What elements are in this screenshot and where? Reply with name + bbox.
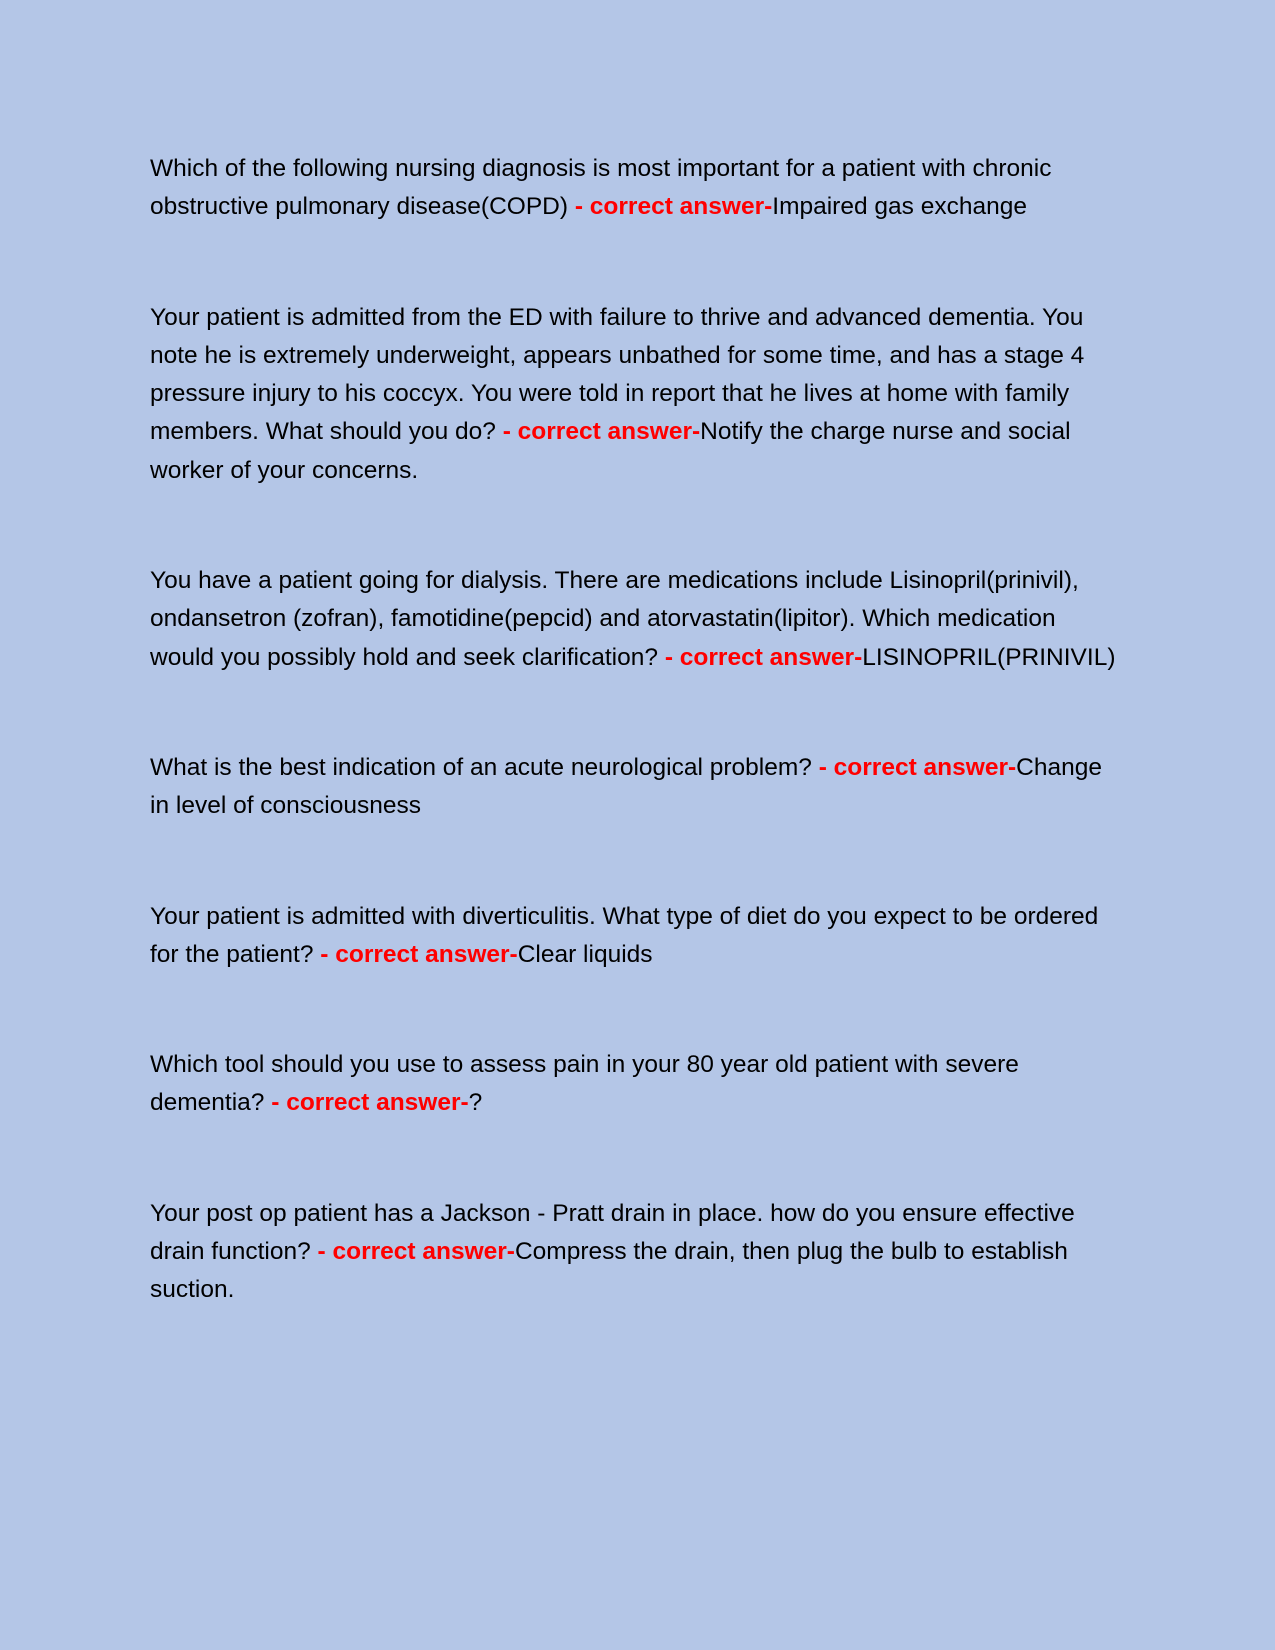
correct-answer-marker: - correct answer- xyxy=(574,193,773,221)
correct-answer-marker: - correct answer- xyxy=(502,418,701,446)
answer-text: LISINOPRIL(PRINIVIL) xyxy=(862,643,1116,671)
qa-item-7 xyxy=(150,1195,1125,1310)
correct-answer-marker: - correct answer- xyxy=(818,753,1017,781)
correct-answer-marker: - correct answer- xyxy=(320,940,518,968)
answer-text: Compress the drain, then plug the bulb to establish suction. xyxy=(150,1238,1068,1304)
answer-text: ? xyxy=(468,1089,483,1117)
qa-item-6 xyxy=(150,1046,1125,1123)
correct-answer-marker: - correct answer- xyxy=(271,1089,469,1117)
question-text: Which of the following nursing diagnosis is most important for a patient with chronic obstructive pulmonary disease(COPD) xyxy=(150,155,1052,221)
qa-item-4 xyxy=(150,749,1125,826)
correct-answer-marker: - correct answer- xyxy=(317,1238,515,1266)
answer-text: Notify the charge nurse and social worker of your concerns. xyxy=(150,418,1071,484)
qa-item-1 xyxy=(150,150,1125,227)
qa-item-2 xyxy=(150,299,1125,490)
answer-text: Change in level of consciousness xyxy=(150,753,1102,820)
qa-item-5 xyxy=(150,898,1125,975)
question-text: Your patient is admitted with diverticulitis. What type of diet do you expect to be ordered for the patient? xyxy=(150,902,1099,968)
answer-text: Impaired gas exchange xyxy=(772,193,1027,221)
correct-answer-marker: - correct answer- xyxy=(664,643,863,671)
qa-item-3 xyxy=(150,562,1125,677)
question-text: Your patient is admitted from the ED with failure to thrive and advanced dementia. You note he is extremely underweight, appears unbathed for some time, and has a stage 4 pressure injury to his coccyx. You were told in report that he lives at home with family members. What should you do? xyxy=(150,303,1085,446)
question-text: Which tool should you use to assess pain in your 80 year old patient with severe dementia? xyxy=(150,1051,1019,1117)
answer-text: Clear liquids xyxy=(517,940,653,968)
question-text: You have a patient going for dialysis. There are medications include Lisinopril(prinivil), ondansetron (zofran), famotidine(pepcid) and atorvastatin(lipitor). Which medication would you possibly hold and seek clarification? xyxy=(150,567,1079,671)
question-text: What is the best indication of an acute neurological problem? xyxy=(150,753,819,781)
question-text: Your post op patient has a Jackson - Pratt drain in place. how do you ensure effective drain function? xyxy=(150,1199,1075,1266)
